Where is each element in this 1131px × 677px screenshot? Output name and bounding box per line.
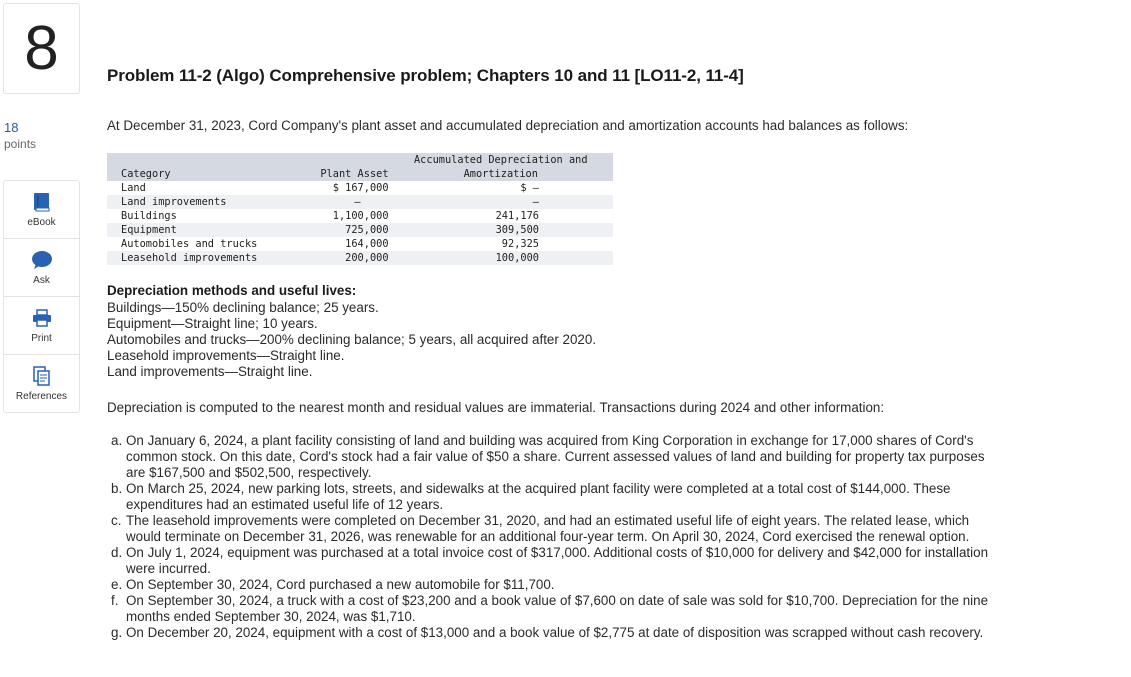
list-item	[107, 433, 997, 481]
balances-table	[107, 153, 613, 265]
table-cell: $ 167,000	[284, 181, 389, 195]
table-header-plant-asset: Plant Asset	[284, 167, 389, 181]
ebook-button[interactable]	[4, 181, 79, 239]
table-header-row	[107, 167, 613, 181]
table-cell: 725,000	[284, 223, 389, 237]
table-cell: Equipment	[107, 223, 284, 237]
tools-panel	[3, 180, 80, 413]
table-cell: 100,000	[389, 251, 613, 265]
intro-text: At December 31, 2023, Cord Company's plant asset and accumulated depreciation and amortization accounts had balances as follows:	[107, 118, 909, 133]
list-item	[107, 545, 997, 577]
table-cell: Leasehold improvements	[107, 251, 284, 265]
transactions-list	[107, 433, 997, 641]
printer-icon	[31, 307, 53, 329]
question-number: 8	[24, 13, 59, 83]
print-label: Print	[31, 333, 52, 344]
table-cell: 164,000	[284, 237, 389, 251]
table-cell: 92,325	[389, 237, 613, 251]
list-item	[107, 593, 997, 625]
item-label: a.	[111, 433, 123, 448]
item-label: b.	[111, 481, 123, 496]
item-label: d.	[111, 545, 123, 560]
table-cell: Automobiles and trucks	[107, 237, 284, 251]
table-header-amortization: Amortization	[389, 167, 613, 181]
item-text: On January 6, 2024, a plant facility consisting of land and building was acquired from King Corporation in exchange for 17,000 shares of Cord's common stock. On this date, Cord's stock had a fair value of $50 a share. Current assessed values of land and building for property tax purposes are $167,500 and $502,500, respectively.	[126, 433, 985, 480]
table-row	[107, 195, 613, 209]
list-item	[107, 625, 997, 641]
table-header-category: Category	[107, 167, 284, 181]
method-item: Equipment—Straight line; 10 years.	[107, 316, 318, 331]
methods-heading: Depreciation methods and useful lives:	[107, 283, 357, 298]
table-row	[107, 251, 613, 265]
table-cell: 200,000	[284, 251, 389, 265]
table-cell: $ –	[389, 181, 613, 195]
references-label: References	[15, 391, 68, 402]
item-text: The leasehold improvements were completed on December 31, 2020, and had an estimated useful life of eight years. The related lease, which would terminate on December 31, 2026, was renewable for an additional four-year term. On April 30, 2024, Cord exercised the renewal option.	[126, 513, 970, 544]
table-header-row-top	[107, 153, 613, 167]
references-icon	[31, 365, 53, 387]
list-item	[107, 513, 997, 545]
method-item: Leasehold improvements—Straight line.	[107, 348, 345, 363]
ask-button[interactable]	[4, 239, 79, 297]
ask-label: Ask	[33, 275, 50, 286]
method-item: Buildings—150% declining balance; 25 years.	[107, 300, 379, 315]
item-text: On September 30, 2024, Cord purchased a new automobile for $11,700.	[126, 577, 555, 592]
item-label: c.	[111, 513, 122, 528]
print-button[interactable]	[4, 297, 79, 355]
chat-icon	[31, 249, 53, 271]
item-text: On December 20, 2024, equipment with a cost of $13,000 and a book value of $2,775 at date of disposition was scrapped without cash recovery.	[126, 625, 984, 640]
table-cell: –	[284, 195, 389, 209]
table-cell: –	[389, 195, 613, 209]
item-label: f.	[111, 593, 119, 608]
table-row	[107, 209, 613, 223]
method-item: Land improvements—Straight line.	[107, 364, 313, 379]
list-item	[107, 481, 997, 513]
method-item: Automobiles and trucks—200% declining balance; 5 years, all acquired after 2020.	[107, 332, 597, 347]
table-cell: 1,100,000	[284, 209, 389, 223]
ebook-label: eBook	[27, 217, 56, 228]
table-cell: Buildings	[107, 209, 284, 223]
table-cell: 309,500	[389, 223, 613, 237]
references-button[interactable]	[4, 355, 79, 412]
table-row	[107, 237, 613, 251]
item-text: On September 30, 2024, a truck with a cost of $23,200 and a book value of $7,600 on date of sale was sold for $10,700. Depreciation for the nine months ended September 30, 2024, was $1,710.	[126, 593, 989, 624]
points-label: points	[4, 137, 37, 151]
table-row	[107, 223, 613, 237]
problem-title: Problem 11-2 (Algo) Comprehensive problem; Chapters 10 and 11 [LO11-2, 11-4]	[107, 66, 744, 85]
list-item	[107, 577, 997, 593]
item-label: e.	[111, 577, 123, 592]
question-number-box	[3, 3, 80, 94]
item-label: g.	[111, 625, 123, 640]
table-row	[107, 181, 613, 195]
book-icon	[31, 191, 53, 213]
methods-list	[107, 300, 596, 380]
table-header-accum-top: Accumulated Depreciation and	[389, 153, 613, 167]
table-cell: Land improvements	[107, 195, 284, 209]
computation-note: Depreciation is computed to the nearest month and residual values are immaterial. Transactions during 2024 and other information:	[107, 400, 885, 415]
points-value: 18	[4, 120, 19, 135]
table-cell: 241,176	[389, 209, 613, 223]
item-text: On July 1, 2024, equipment was purchased at a total invoice cost of $317,000. Additional costs of $10,000 for delivery and $42,000 for installation were incurred.	[126, 545, 989, 576]
table-cell: Land	[107, 181, 284, 195]
points-block	[4, 120, 36, 152]
item-text: On March 25, 2024, new parking lots, streets, and sidewalks at the acquired plant facility were completed at a total cost of $144,000. These expenditures had an estimated useful life of 12 years.	[126, 481, 951, 512]
